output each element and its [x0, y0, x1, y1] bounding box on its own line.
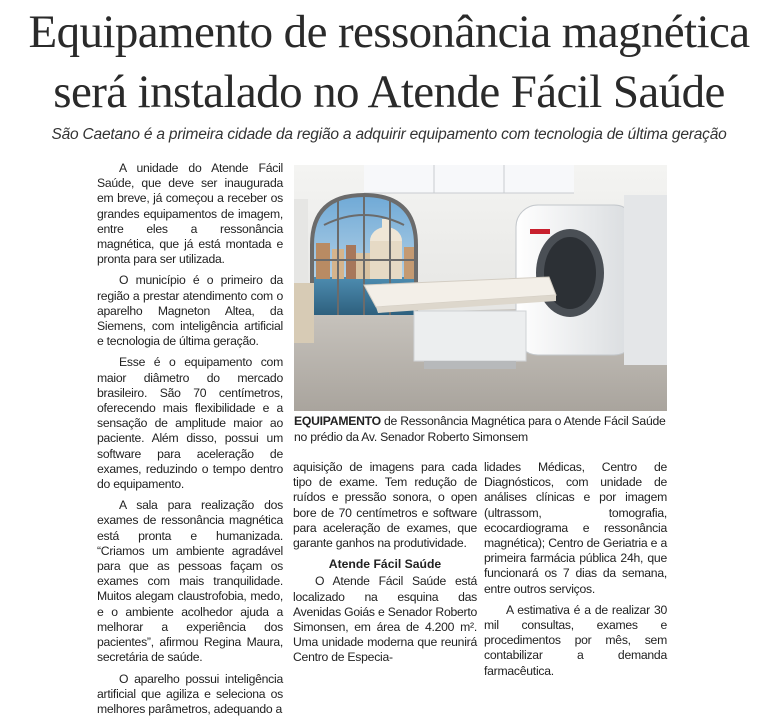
paragraph: lidades Médicas, Centro de Diagnósticos, com unidade de análises clínicas e por imagem (ultrassom, tomografia, ecocardiograma e ressonância magnética); Centro de Geriatria e a primeira farmácia pública 24h, que funcionará os 7 dias da semana, entre outros serviços.	[484, 460, 667, 596]
article-column-2	[293, 460, 477, 672]
subheadline: São Caetano é a primeira cidade da região a adquirir equipamento com tecnologia de última geração	[51, 126, 727, 143]
paragraph: A estimativa é a de realizar 30 mil consultas, exames e procedimentos por mês, sem contabilizar a demanda farmacêutica.	[484, 602, 667, 678]
headline	[0, 2, 778, 122]
article-column-3	[484, 460, 667, 685]
headline-line-1: Equipamento de ressonância magnética	[28, 6, 750, 58]
article-column-1	[97, 161, 283, 723]
caption-lead: EQUIPAMENTO	[294, 414, 381, 428]
headline-line-2: será instalado no Atende Fácil Saúde	[53, 66, 725, 118]
paragraph: O aparelho possui inteligência artificial que agiliza e seleciona os melhores parâmetros, adequando a	[97, 671, 283, 716]
paragraph: O município é o primeiro da região a prestar atendimento com o aparelho Magneton Altea, da Siemens, com inteligência artificial e tecnologia de última geração.	[97, 273, 283, 349]
section-subheading: Atende Fácil Saúde	[328, 557, 442, 572]
paragraph: O Atende Fácil Saúde está localizado na esquina das Avenidas Goiás e Senador Roberto Simonsen, em área de 4.200 m². Uma unidade moderna que reunirá Centro de Especia-	[293, 574, 477, 665]
paragraph: aquisição de imagens para cada tipo de exame. Tem redução de ruídos e pressão sonora, o open bore de 70 centímetros e software para aceleração de exames, que garante ganhos na produtividade.	[293, 460, 477, 551]
photo-caption	[294, 414, 674, 445]
mri-room-illustration	[294, 165, 667, 411]
paragraph: A unidade do Atende Fácil Saúde, que deve ser inaugurada em breve, já começou a receber os grandes equipamentos de imagem, entre eles a ressonância magnética, que já está montada e pronta para ser utilizada.	[97, 161, 283, 267]
mri-scanner-photo	[294, 165, 667, 411]
caption-text: de Ressonância Magnética para o Atende Fácil Saúde no prédio da Av. Senador Roberto Simonsem	[294, 414, 666, 444]
paragraph: Esse é o equipamento com maior diâmetro do mercado brasileiro. São 70 centímetros, oferecendo mais flexibilidade e a sensação de amplitude maior ao paciente. Além disso, possui um software para aceleração de exames, reduzindo o tempo dentro do equipamento.	[97, 355, 283, 492]
paragraph: A sala para realização dos exames de ressonância magnética está pronta e humanizada. “Criamos um ambiente agradável para que as pessoas façam os exames com mais tranquilidade. Muitos alegam claustrofobia, medo, e o ambiente acolhedor ajuda a melhorar a experiência dos pacientes”, afirmou Regina Maura, secretária de saúde.	[97, 498, 283, 665]
